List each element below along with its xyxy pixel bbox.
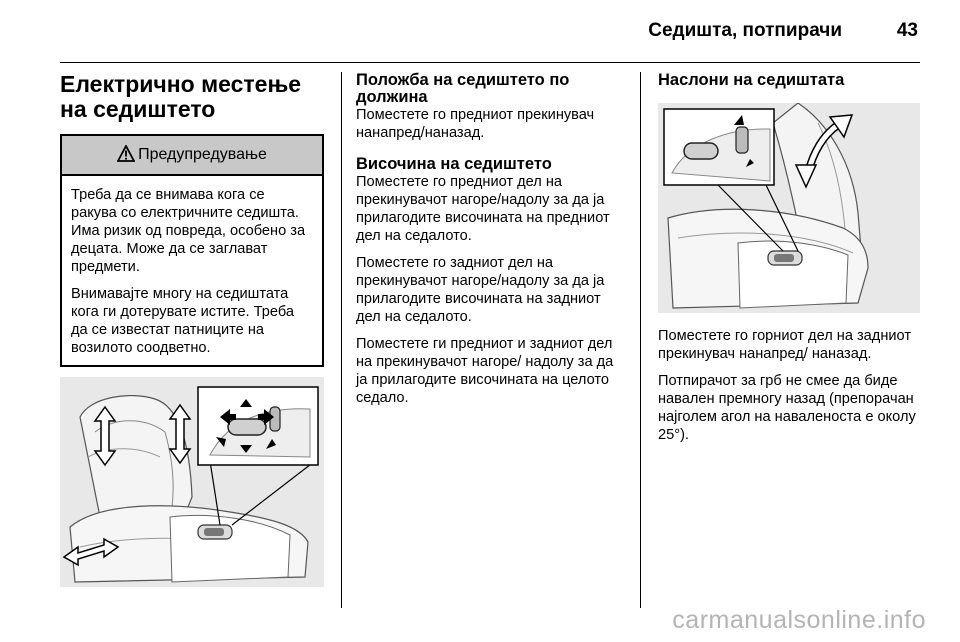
column-divider (341, 72, 342, 608)
section-heading-longitudinal: Положба на седиштето по должина (356, 71, 570, 106)
warning-paragraph: Треба да се внимава кога се ракува со електричните седишта. Има ризик од повреда, особено за децата. Може да се заглават предмети. (71, 187, 306, 275)
section-paragraph: Поместете ги предниот и задниот дел на прекинувачот нагоре/ надолу за да ја прилагодите височината на целото седало. (356, 336, 614, 406)
warning-body (62, 176, 322, 365)
section-paragraph: Потпирачот за грб не смее да биде навален премногу назад (препорачан најголем агол на наваленоста е околу 25°). (658, 373, 916, 443)
warning-title: Предупредување (138, 146, 267, 163)
middle-column (356, 72, 628, 407)
backrest-illustration (658, 103, 920, 313)
right-column (658, 72, 922, 444)
page-header (60, 0, 920, 63)
left-column (60, 72, 324, 587)
warning-paragraph: Внимавајте многу на седиштата кога ги дотерувате истите. Треба да се известат патниците на возилото соодветно. (71, 286, 294, 356)
section-title: Седишта, потпирачи (648, 20, 842, 41)
section-heading-height: Височина на седиштето (356, 155, 552, 173)
column-divider (640, 72, 641, 608)
seat-adjustment-illustration (60, 377, 324, 587)
page-number: 43 (896, 20, 918, 41)
section-paragraph: Поместете го предниот дел на прекинувачот нагоре/надолу за да ја прилагодите височината на предниот дел на седалото. (356, 174, 610, 244)
section-text: Поместете го предниот прекинувач нанапред/наназад. (356, 107, 595, 141)
warning-triangle-icon (117, 139, 135, 177)
main-title: Електрично местење на седиштето (60, 71, 302, 122)
warning-header (62, 136, 322, 176)
watermark: carmanualsonline.info (672, 606, 926, 634)
warning-box (60, 134, 324, 367)
section-paragraph: Поместете го задниот дел на прекинувачот нагоре/надолу за да ја прилагодите височината на задниот дел на седалото. (356, 255, 605, 325)
section-paragraph: Поместете го горниот дел на задниот прекинувач нанапред/ наназад. (658, 328, 912, 362)
section-heading-backrest: Наслони на седиштата (658, 71, 845, 89)
